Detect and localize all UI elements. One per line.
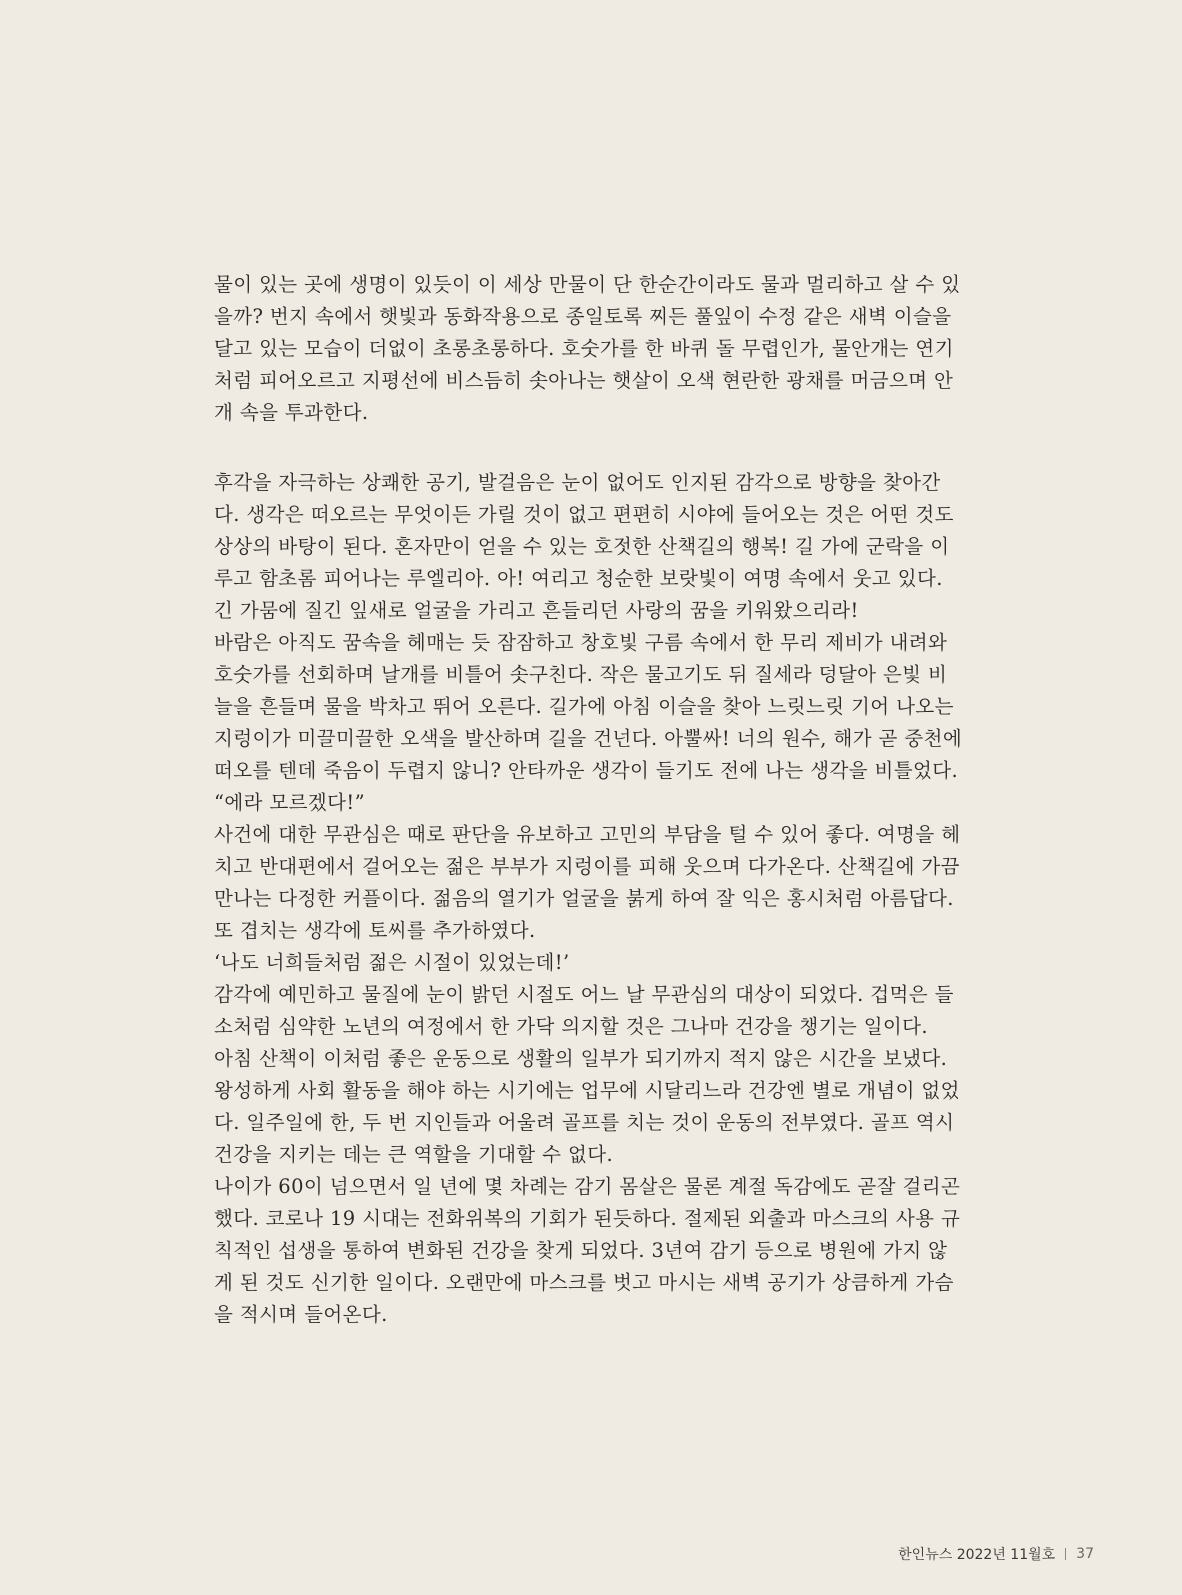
text-line: 늘을 흔들며 물을 박차고 뛰어 오른다. 길가에 아침 이슬을 찾아 느릿느릿 기어 나오는	[214, 695, 954, 718]
text-line: 지렁이가 미끌미끌한 오색을 발산하며 길을 건넌다. 아뿔싸! 너의 원수, 해가 곧 중천에	[214, 727, 963, 750]
text-line: 나이가 60이 넘으면서 일 년에 몇 차례는 감기 몸살은 물론 계절 독감에도 곧잘 걸리곤	[214, 1175, 961, 1198]
text-line: 상상의 바탕이 된다. 혼자만이 얻을 수 있는 호젓한 산책길의 행복! 길 가에 군락을 이	[214, 535, 950, 558]
text-line: 건강을 지키는 데는 큰 역할을 기대할 수 없다.	[214, 1143, 614, 1166]
publication-name: 한인뉴스 2022년 11월호	[898, 1547, 1056, 1563]
text-line: 게 된 것도 신기한 일이다. 오랜만에 마스크를 벗고 마시는 새벽 공기가 상큼하게 가슴	[214, 1271, 954, 1294]
text-line: 다. 일주일에 한, 두 번 지인들과 어울려 골프를 치는 것이 운동의 전부였다. 골프 역시	[214, 1111, 955, 1134]
text-line: 칙적인 섭생을 통하여 변화된 건강을 찾게 되었다. 3년여 감기 등으로 병원에 가지 않	[214, 1239, 948, 1262]
text-line: 개 속을 투과한다.	[214, 401, 369, 424]
text-line: 바람은 아직도 꿈속을 헤매는 듯 잠잠하고 창호빛 구름 속에서 한 무리 제비가 내려와	[214, 631, 948, 654]
text-line: 사건에 대한 무관심은 때로 판단을 유보하고 고민의 부담을 털 수 있어 좋다. 여명을 헤	[214, 823, 961, 846]
text-line: 떠오를 텐데 죽음이 두렵지 않니? 안타까운 생각이 들기도 전에 나는 생각을 비틀었다.	[214, 759, 959, 782]
text-line: 왕성하게 사회 활동을 해야 하는 시기에는 업무에 시달리느라 건강엔 별로 개념이 없었	[214, 1079, 960, 1102]
text-line: 만나는 다정한 커플이다. 젊음의 열기가 얼굴을 붉게 하여 잘 익은 홍시처럼 아름답다.	[214, 887, 954, 910]
text-line: 달고 있는 모습이 더없이 초롱초롱하다. 호숫가를 한 바퀴 돌 무렵인가, 물안개는 연기	[214, 337, 954, 360]
page-footer	[898, 1544, 1094, 1564]
text-line: 소처럼 심약한 노년의 여정에서 한 가닥 의지할 것은 그나마 건강을 챙기는 일이다.	[214, 1015, 929, 1038]
text-line: 처럼 피어오르고 지평선에 비스듬히 솟아나는 햇살이 오색 현란한 광채를 머금으며 안	[214, 369, 954, 392]
text-line: 을까? 번지 속에서 햇빛과 동화작용으로 종일토록 찌든 풀잎이 수정 같은 새벽 이슬을	[214, 305, 952, 328]
text-line: 다. 생각은 떠오르는 무엇이든 가릴 것이 없고 편편히 시야에 들어오는 것은 어떤 것도	[214, 503, 954, 526]
page-number: 37	[1076, 1546, 1094, 1562]
text-line: 후각을 자극하는 상쾌한 공기, 발걸음은 눈이 없어도 인지된 감각으로 방향을 찾아간	[214, 471, 941, 494]
text-line: 긴 가뭄에 질긴 잎새로 얼굴을 가리고 흔들리던 사랑의 꿈을 키워왔으리라!	[214, 599, 859, 622]
text-line: 치고 반대편에서 걸어오는 젊은 부부가 지렁이를 피해 웃으며 다가온다. 산책길에 가끔	[214, 855, 960, 878]
text-line: 을 적시며 들어온다.	[214, 1303, 388, 1326]
text-line: 루고 함초롬 피어나는 루엘리아. 아! 여리고 청순한 보랏빛이 여명 속에서 웃고 있다.	[214, 567, 943, 590]
text-line: 물이 있는 곳에 생명이 있듯이 이 세상 만물이 단 한순간이라도 물과 멀리하고 살 수 있	[214, 273, 961, 296]
text-line: ‘나도 너희들처럼 젊은 시절이 있었는데!’	[214, 951, 570, 974]
text-line: 감각에 예민하고 물질에 눈이 밝던 시절도 어느 날 무관심의 대상이 되었다. 겁먹은 들	[214, 983, 954, 1006]
text-line: 아침 산책이 이처럼 좋은 운동으로 생활의 일부가 되기까지 적지 않은 시간을 보냈다.	[214, 1047, 948, 1070]
text-line: 호숫가를 선회하며 날개를 비틀어 솟구친다. 작은 물고기도 뒤 질세라 덩달아 은빛 비	[214, 663, 948, 686]
text-line: 했다. 코로나 19 시대는 전화위복의 기회가 된듯하다. 절제된 외출과 마스크의 사용 규	[214, 1207, 961, 1230]
text-line: “에라 모르겠다!”	[214, 791, 365, 814]
footer-divider	[1065, 1548, 1066, 1560]
text-line: 또 겹치는 생각에 토씨를 추가하였다.	[214, 919, 536, 942]
